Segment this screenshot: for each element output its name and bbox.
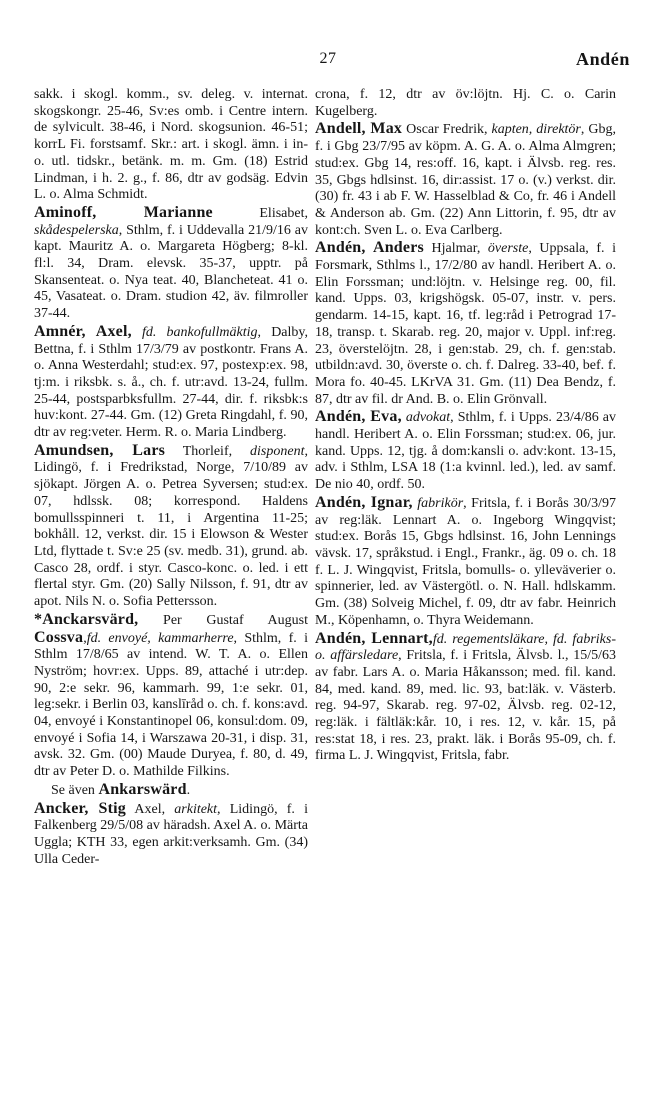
entry-anden-eva [315,409,616,494]
entry-text: , Fritsla, f. i Borås 30/3/97 av reg:läk. Lennart A. o. Ingeborg Wingqvist; stud:ex. Borås 15, Gbgs hdlsinst. 16, John Lennings vävsk. 17, språkstud. i Engl., Frankr., äg. 09 o. ch. 18 f. L. J. Wingqvist, Fritsla, bomulls- o. ylleväverier o. spinnerier, led. av Västergötl. o. N. Hall. hdlskamm. Gm. (38) Solveig Michel, f. 09, dtr av fabr. Heinrich M., Köpenhamn, o. Thyra Weidemann. [315,495,616,628]
entry-text: crona, f. 12, dtr av öv:löjtn. Hj. C. o. Carin Kugelberg. [315,87,616,119]
entry-headword: Andell, Max [315,120,403,138]
entry-continued [315,87,616,120]
entry-text: , Lidingö, f. i Falkenberg 29/5/08 av häradsh. Axel A. o. Märta Uggla; KTH 33, egen arkit:verksamh. Gm. (34) Ulla Ceder- [34,801,308,867]
entry-title: kapten, direktör [491,122,581,138]
entry-continued [34,87,308,204]
entry-ancker [34,801,308,869]
entry-andell [315,121,616,239]
entry-aminoff [34,205,308,323]
entry-anden-lennart [315,631,616,766]
see-also-suffix: . [186,782,191,798]
entry-names: Elisabet, [212,205,308,221]
entry-text: , Uppsala, f. i Forsmark, Sthlms l., 17/2/80 av handl. Heribert A. o. Elin Forssman; und:löjtn. v. Helsinge reg. 00, fil. kand. Upps. 03, krigshögsk. 05-07, instr. v. pers. gendarm. 14-15, kapt. 16, tf. leg:råd i Petrograd 17-18, transp. t. Skarab. reg. 20, major v. Uppl. inf:reg. 23, överstelöjtn. 28, i gen:stab. 29, ch. f. gen:stab. utbildn:avd. 30, överste o. ch. f. Dalreg. 33-40, bef. f. Mora fo. 40-45. LKrVA 31. Gm. (11) Dea Bendz, f. 87, dtr av fil. dr And. B. o. Elin Grönvall. [315,241,616,407]
entry-headword: Aminoff, Marianne [34,203,213,221]
entry-headword: Amundsen, Lars [34,441,166,459]
entry-headword: Andén, Eva, [315,408,402,426]
entry-names: Per Gustaf August [138,612,308,628]
entry-title: fd. regementsläkare, fd. fabriks- o. affärsledare [315,631,616,664]
entry-text: , Fritsla, f. i Fritsla, Älvsb. l., 15/5/63 av fabr. Lars A. o. Maria Håkansson; med. fil. kand. 84, med. kand. 89, med. lic. 93, bat:läk. v. Västerb. reg. 94-97, Skarab. reg. 97-02, Älvsb. reg. 02-12, reg:läk. i fältläk:kår. 10, i res. 12, v. kår. 15, på res:stat 18, i res. 23, prakt. läk. i Borås 95-09, ch. f. firma L. J. Wingqvist, Fritsla, fabr. [315,648,616,764]
entry-title: skådespelerska [34,222,119,238]
entry-title: fd. bankofullmäktig [141,324,258,340]
entry-headword: Andén, Anders [315,239,424,257]
entry-headword: Amnér, Axel, [34,322,132,340]
entry-text: , Gbg, f. i Gbg 23/7/95 av köpm. A. G. A. o. Alma Almgren; stud:ex. Gbg 14, res:off. 16, kapt. i Älvsb. reg. res. 35, Gbgs hdlsinst. 16, dir:assist. 17 o. (v.) verkst. dir. (30) fr. 43 i ab F. W. Hasselblad & Co, fr. 46 i Andell & Anderson ab. Gm. (22) Ann Littorin, f. 95, dtr av kont:ch. Sven L. o. Eva Carlberg. [315,122,616,238]
see-also-link[interactable]: Ankarswärd [98,780,187,798]
entry-text: , Sthlm, f. i Uddevalla 21/9/16 av kapt. Mauritz A. o. Margareta Högberg; 8-kl. fl:l. 34, Dram. elevsk. 35-37, upptr. på Skansenteat. o. Nya teat. 40, Blancheteat. 41 o. 45, Vasateat. o. Dram. studion 42, äv. filmroller 37-44. [34,222,308,322]
entry-title: fabrikör [417,495,464,511]
entry-title: disponent [250,443,305,459]
entry-title: advokat [405,410,451,426]
entry-names: Thorleif, [165,443,251,459]
entry-title: fd. envoyé, kammarherre [86,630,234,646]
page-number: 27 [319,50,337,67]
entry-title: arkitekt [174,801,218,817]
entry-headword: Andén, Ignar, [315,493,413,511]
entry-headword: *Anckarsvärd, [34,610,139,628]
entry-names: Oscar Fredrik, [402,122,492,138]
entry-text: , Lidingö, f. i Fredrikstad, Norge, 7/10/89 av sjökapt. Jörgen A. o. Petrea Syversen; stud:ex. 07, hdlssk. 08; korrespond. Haldens bomullsspinneri t. 11, i Argentina 11-25; bokhåll. 12, verkst. dir. 15 i Elowson & Wester Ltd, flyttade t. Sv:e 25 (sv. medb. 31), grund. ab. Casco 28, ordf. i styr. Casco-konc. o. led. i ett flertal styr. Gm. (20) Sally Nilsson, f. 91, dtr av apot. Nils N. o. Sofia Pettersson. [34,443,308,610]
entry-text: , Sthlm, f. i Upps. 23/4/86 av handl. Heribert A. o. Elin Forssman; stud:ex. 06, jur. kand. Upps. 12, tjg. å dom:kansli o. adv:kont. 13-15, adv. i Sthlm, LSA 18 (1:a kvinnl. led.), led. av samf. De nio 40, ordf. 50. [315,410,616,493]
entry-text: sakk. i skogl. komm., sv. deleg. v. internat. skogskongr. 25-46, Sv:es omb. i Centre intern. de sylvicult. 38-46, i Nord. skogsunion. 46-51; korrL Fi. forstsamf. Skr.: art. i skogl. ämn. i in- o. utl. tidskr., betänk. m. m. Gm. (18) Estrid Lindman, i h. 2. g., f. 86, dtr av godsäg. Edvin L. o. Alma Schmidt. [34,87,308,203]
see-also-prefix: Se även [51,782,99,798]
entry-headword-cont: Cossva [34,628,84,646]
entry-see-also [34,782,308,800]
left-column [34,87,308,869]
entry-headword: Ancker, Stig [34,799,126,817]
entry-text: , Dalby, Bettna, f. i Sthlm 17/3/79 av postkontr. Frans A. o. Anna Westerdahl; stud:ex. 97, postexp:ex. 98, tj:m. i riksbk. s. å., ch. f. utr:avd. 13-24, fullm. 25-44, postsparbksfullm. 27-44, dir. f. riksbk:s huv:kont. 27-44. Gm. (12) Greta Ringdahl, f. 90, dtr av reg:veter. Herm. R. o. Maria Lindberg. [34,324,308,441]
entry-headword: Andén, Lennart, [315,629,433,647]
entry-names: Hjalmar, [423,241,488,257]
entry-anckarsvard: *Anckarsvärd, Per Gustaf August Cossva,fd. envoyé, kammarherre, Sthlm, f. i Sthlm 17/8/65 av intend. W. T. A. o. Ellen Nyström; hovr:ex. Upps. 89, attaché i utr:dep. 90, 2:e sekr. 96, kammarh. 99, 1:e sekr. 01, leg:sekr. i Berlin 03, kanslīråd o. ch. f. kons:avd. 04, envoyé i Konstantinopel 06, konsul:dom. 09, envoyé i Sofia 14, i Warszawa 20-31, i disp. 31, avsk. 32. Gm. (00) Maude Duryea, f. 80, d. 49, dtr av Peter D. o. Mathilde Filkins. [34,610,308,780]
entry-amner [34,324,308,442]
entry-text: , Sthlm, f. i Sthlm 17/8/65 av intend. W. T. A. o. Ellen Nyström; hovr:ex. Upps. 89, attaché i utr:dep. 90, 2:e sekr. 96, kammarh. 99, 1:e sekr. 01, leg:sekr. i Berlin 03, kanslīråd o. ch. f. kons:avd. 04, envoyé i Konstantinopel 06, konsul:dom. 09, envoyé i Sofia 14, i Warszawa 20-31, i disp. 31, avsk. 32. Gm. (00) Maude Duryea, f. 80, d. 49, dtr av Peter D. o. Mathilde Filkins. [34,630,308,780]
running-head: Andén [575,49,630,69]
entry-anden-ignar [315,495,616,630]
entry-names: Axel, [125,801,175,817]
entry-amundsen [34,443,308,611]
right-column [315,87,616,766]
entry-title: överste [487,241,529,257]
entry-anden-anders [315,240,616,408]
entry-names [132,325,142,340]
